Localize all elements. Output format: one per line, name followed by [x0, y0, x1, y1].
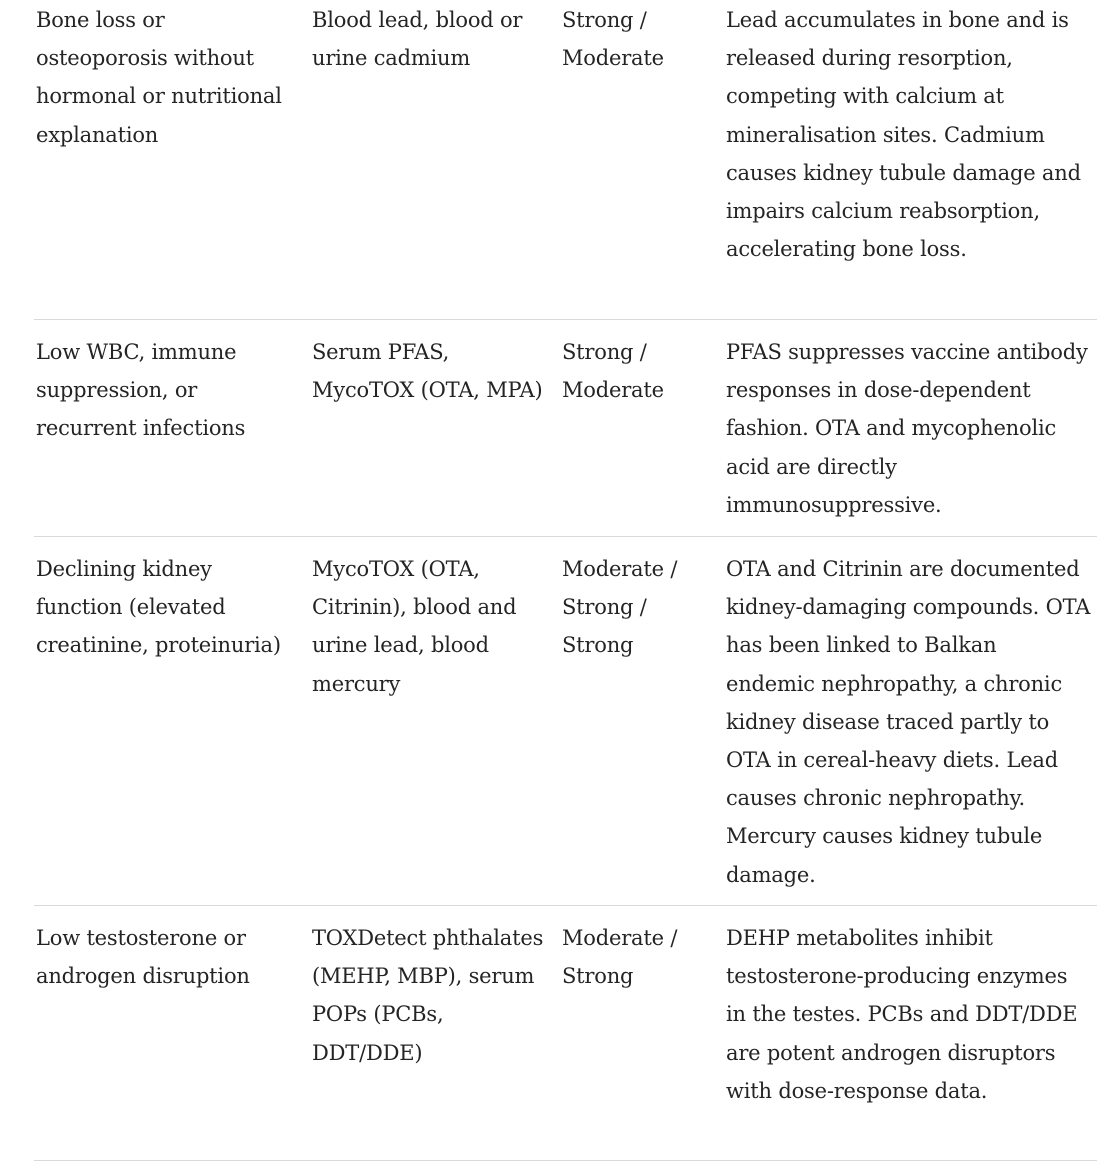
table-row	[34, 906, 1097, 1161]
symptom-cell: Bone loss or osteoporosis without hormonal or nutritional explanation	[36, 8, 282, 147]
table-row	[34, 320, 1097, 537]
mechanism-cell: DEHP metabolites inhibit testosterone-producing enzymes in the testes. PCBs and DDT/DDE are potent androgen disruptors with dose-response data.	[726, 926, 1078, 1103]
evidence-cell: Strong / Moderate	[562, 8, 664, 71]
mechanism-cell: PFAS suppresses vaccine antibody responses in dose-dependent fashion. OTA and mycophenolic acid are directly immunosuppressive.	[726, 340, 1088, 517]
symptom-cell: Low testosterone or androgen disruption	[36, 926, 250, 989]
symptom-cell: Low WBC, immune suppression, or recurrent infections	[36, 340, 246, 441]
evidence-cell: Strong / Moderate	[562, 340, 664, 403]
symptom-test-table	[34, 0, 1097, 1161]
table-row	[34, 537, 1097, 906]
mechanism-cell: Lead accumulates in bone and is released during resorption, competing with calcium at mineralisation sites. Cadmium causes kidney tubule damage and impairs calcium reabsorption, accelerating bone loss.	[726, 8, 1081, 262]
evidence-cell: Moderate / Strong / Strong	[562, 557, 678, 658]
table-row	[34, 0, 1097, 320]
test-cell: Blood lead, blood or urine cadmium	[312, 8, 523, 71]
test-cell: Serum PFAS, MycoTOX (OTA, MPA)	[312, 340, 543, 403]
symptom-cell: Declining kidney function (elevated creatinine, proteinuria)	[36, 557, 281, 658]
test-cell: MycoTOX (OTA, Citrinin), blood and urine lead, blood mercury	[312, 557, 517, 696]
test-cell: TOXDetect phthalates (MEHP, MBP), serum POPs (PCBs, DDT/DDE)	[312, 926, 544, 1065]
evidence-cell: Moderate / Strong	[562, 926, 678, 989]
mechanism-cell: OTA and Citrinin are documented kidney-damaging compounds. OTA has been linked to Balkan endemic nephropathy, a chronic kidney disease traced partly to OTA in cereal-heavy diets. Lead causes chronic nephropathy. Mercury causes kidney tubule damage.	[726, 557, 1091, 887]
